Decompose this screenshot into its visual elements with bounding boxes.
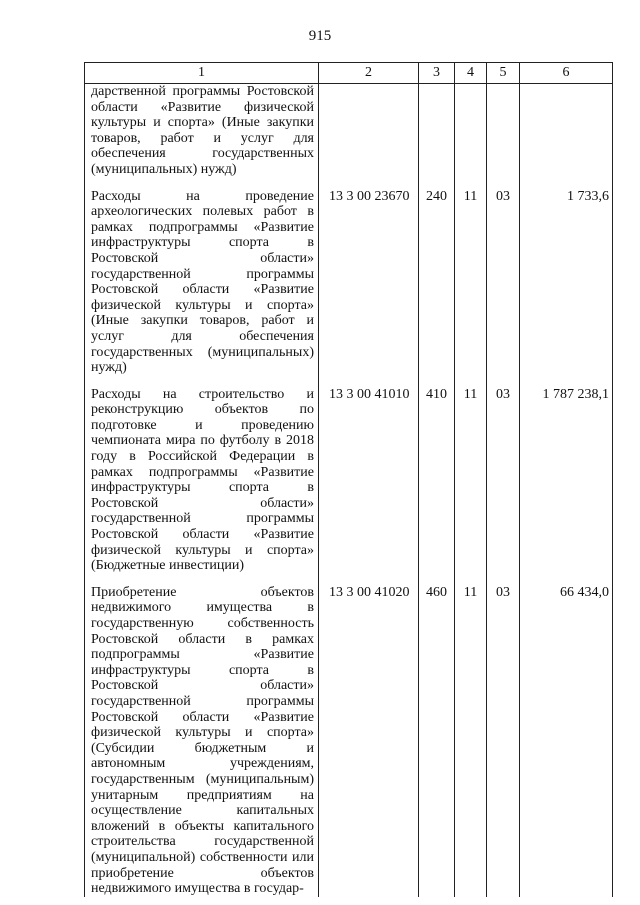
row-name: Расходы на строительство и реконструкцию объектов по подготовке и проведению чемпионата мира по футболу в 2018 году в Российской Федерации в рамках подпрограммы «Развитие инфраструктуры спорта в Ростовской области» государственной программы Ростовской области «Развитие физической культуры и спорта» (Бюджетные инвестиции) [85, 387, 319, 585]
table-row [85, 387, 613, 585]
row-amount: 1 787 238,1 [520, 387, 613, 585]
row-expense-type: 240 [419, 189, 455, 387]
budget-table [84, 62, 613, 897]
row-amount: 66 434,0 [520, 585, 613, 897]
table-row [85, 84, 613, 189]
row-name: дарственной программы Ростовской области «Развитие физической культуры и спорта» (Иные закупки товаров, работ и услуг для обеспечения государственных (муниципальных) нужд) [85, 84, 319, 189]
header-col-5: 5 [487, 63, 520, 84]
row-section: 11 [455, 585, 487, 897]
table-row [85, 585, 613, 897]
row-section [455, 84, 487, 189]
row-name: Расходы на проведение археологических полевых работ в рамках подпрограммы «Развитие инфраструктуры спорта в Ростовской области» государственной программы Ростовской области «Развитие физической культуры и спорта» (Иные закупки товаров, работ и услуг для обеспечения государственных (муниципальных) нужд) [85, 189, 319, 387]
row-expense-type: 410 [419, 387, 455, 585]
table-row [85, 189, 613, 387]
table-header-row [85, 63, 613, 84]
row-subsection: 03 [487, 189, 520, 387]
header-col-4: 4 [455, 63, 487, 84]
row-expense-type [419, 84, 455, 189]
row-section: 11 [455, 387, 487, 585]
row-code [319, 84, 419, 189]
page-number: 915 [308, 28, 332, 44]
row-code: 13 3 00 41020 [319, 585, 419, 897]
header-col-2: 2 [319, 63, 419, 84]
row-subsection: 03 [487, 387, 520, 585]
row-subsection [487, 84, 520, 189]
row-amount: 1 733,6 [520, 189, 613, 387]
row-subsection: 03 [487, 585, 520, 897]
header-col-1: 1 [85, 63, 319, 84]
row-name: Приобретение объектов недвижимого имущества в государственную собственность Ростовской области в рамках подпрограммы «Развитие инфраструктуры спорта в Ростовской области» государственной программы Ростовской области «Развитие физической культуры и спорта» (Субсидии бюджетным и автономным учреждениям, государственным (муниципальным) унитарным предприятиям на осуществление капитальных вложений в объекты капитального строительства государственной (муниципальной) собственности или приобретение объектов недвижимого имущества в государ- [85, 585, 319, 897]
row-expense-type: 460 [419, 585, 455, 897]
header-col-6: 6 [520, 63, 613, 84]
row-code: 13 3 00 41010 [319, 387, 419, 585]
row-amount [520, 84, 613, 189]
header-col-3: 3 [419, 63, 455, 84]
row-code: 13 3 00 23670 [319, 189, 419, 387]
row-section: 11 [455, 189, 487, 387]
